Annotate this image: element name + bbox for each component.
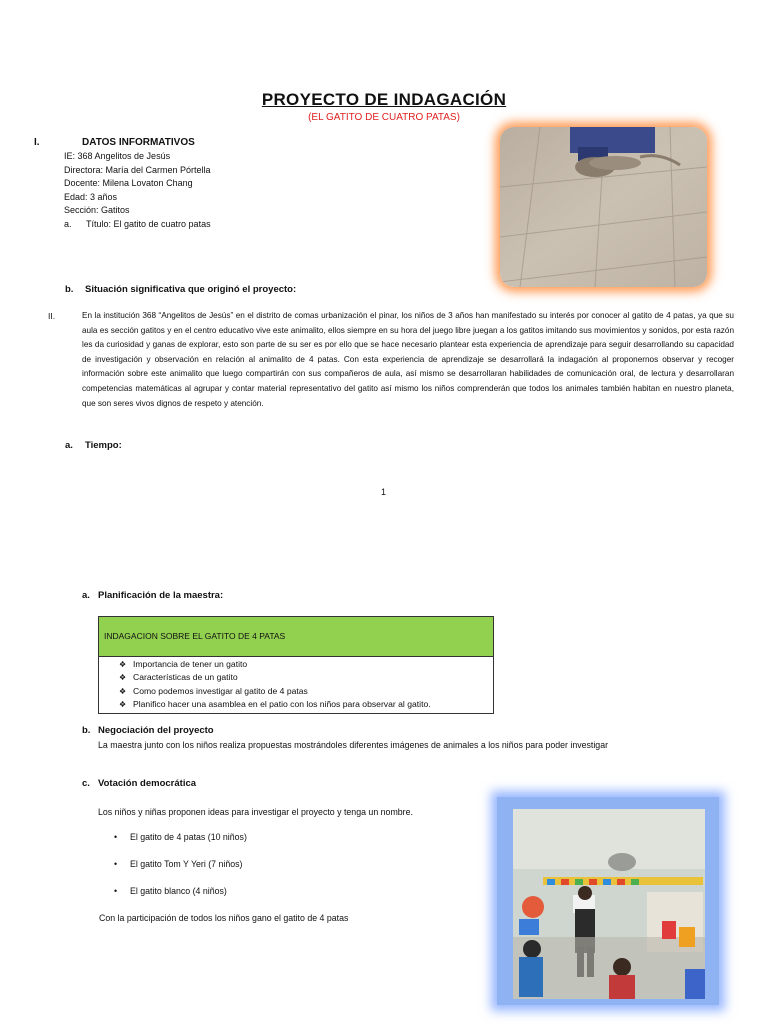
table-item: Como podemos investigar al gatito de 4 patas [133, 685, 308, 696]
classroom-banner [543, 877, 703, 885]
table-row [119, 685, 493, 698]
datos-lines [64, 150, 211, 231]
bullet-icon: • [114, 832, 118, 842]
classroom-photo [497, 797, 719, 1005]
vote-option [114, 858, 242, 872]
vote-option [114, 885, 227, 899]
votacion-intro: Los niños y niñas proponen ideas para investigar el proyecto y tenga un nombre. [98, 807, 413, 817]
situacion-paragraph: En la institución 368 “Angelitos de Jesús” en el distrito de comas urbanización el pinar, los niños de 3 años han manifestado su interés por conocer al gatito de 4 patas, ya que su aula es sección gatitos y en el centro educativo vive este animalito, ellos siempre en su hora del juego libre juegan a los gatitos imitando sus movimientos y sonidos, por esta razón les da curiosidad y ganas de explorar, esto son parte de su ser es por ello que se hace necesario plantear esta experiencia de aprendizaje para seguir desarrollando su capacidad de investigación y observación en relación al animalito de 4 patas. Con esta experiencia de aprendizaje se desarrollará la indagación al proponernos observar y recoger información sobre este animalito que luego compartirán con sus compañeros de aula, así mismo se desarrollaran habilidades de comunicación oral, de lectura y desarrollaran competencias matemáticas al agrupar y contar material representativo del gatito así mismo los niños comprenderán que todos los animales también habitan en nuestro planeta, que son seres vivos dignos de respeto y atención. [82, 311, 734, 408]
table-body [99, 657, 493, 713]
negociacion-marker: b. [82, 725, 91, 736]
page-number: 1 [381, 487, 387, 497]
cat-photo [500, 127, 707, 287]
datos-line: Directora: María del Carmen Pórtella [64, 164, 211, 175]
table-item: Importancia de tener un gatito [133, 659, 248, 669]
titulo-marker: a. [64, 218, 72, 229]
diamond-bullet-icon: ❖ [119, 699, 127, 709]
table-header: INDAGACION SOBRE EL GATITO DE 4 PATAS [99, 617, 493, 657]
datos-line: Edad: 3 años [64, 191, 118, 202]
table-row [119, 698, 493, 711]
classroom-image [497, 797, 719, 1005]
section-number-i: I. [34, 137, 40, 148]
vote-option [114, 831, 247, 845]
vote-option-label: El gatito de 4 patas (10 niños) [130, 832, 247, 842]
tiempo-marker: a. [65, 440, 73, 451]
diamond-bullet-icon: ❖ [119, 660, 127, 669]
table-item: Planifico hacer una asamblea en el patio con los niños para observar al gatito. [133, 698, 431, 709]
document-subtitle: (EL GATITO DE CUATRO PATAS) [308, 112, 460, 123]
bullet-icon: • [114, 886, 118, 896]
planificacion-marker: a. [82, 590, 90, 601]
table-row [119, 658, 493, 671]
negociacion-heading: Negociación del proyecto [98, 725, 214, 736]
votacion-result: Con la participación de todos los niños gano el gatito de 4 patas [99, 913, 349, 923]
votacion-marker: c. [82, 778, 90, 789]
titulo-text: Título: El gatito de cuatro patas [86, 218, 211, 229]
table-row [119, 671, 493, 684]
situacion-heading: Situación significativa que originó el proyecto: [85, 284, 297, 295]
votacion-heading: Votación democrática [98, 778, 197, 789]
section-number-ii: II. [48, 311, 56, 321]
situacion-marker: b. [65, 284, 74, 295]
negociacion-text: La maestra junto con los niños realiza propuestas mostrándoles diferentes imágenes de animales a los niños para poder investigar [98, 740, 609, 750]
vote-option-label: El gatito Tom Y Yeri (7 niños) [130, 859, 243, 869]
bullet-icon: • [114, 859, 118, 869]
titulo-line [64, 218, 211, 232]
diamond-bullet-icon: ❖ [119, 686, 127, 696]
planificacion-heading: Planificación de la maestra: [98, 590, 224, 601]
diamond-bullet-icon: ❖ [119, 673, 127, 683]
datos-heading: DATOS INFORMATIVOS [82, 137, 195, 148]
datos-line: Sección: Gatitos [64, 205, 130, 215]
datos-line: Docente: Milena Lovaton Chang [64, 178, 193, 188]
datos-line: IE: 368 Angelitos de Jesús [64, 151, 171, 161]
cat-floor-image [500, 127, 707, 287]
planificacion-table [98, 616, 494, 714]
table-item: Características de un gatito [133, 672, 238, 683]
tiempo-heading: Tiempo: [85, 440, 122, 451]
vote-option-label: El gatito blanco (4 niños) [130, 886, 227, 896]
document-title: PROYECTO DE INDAGACIÓN [261, 90, 507, 109]
